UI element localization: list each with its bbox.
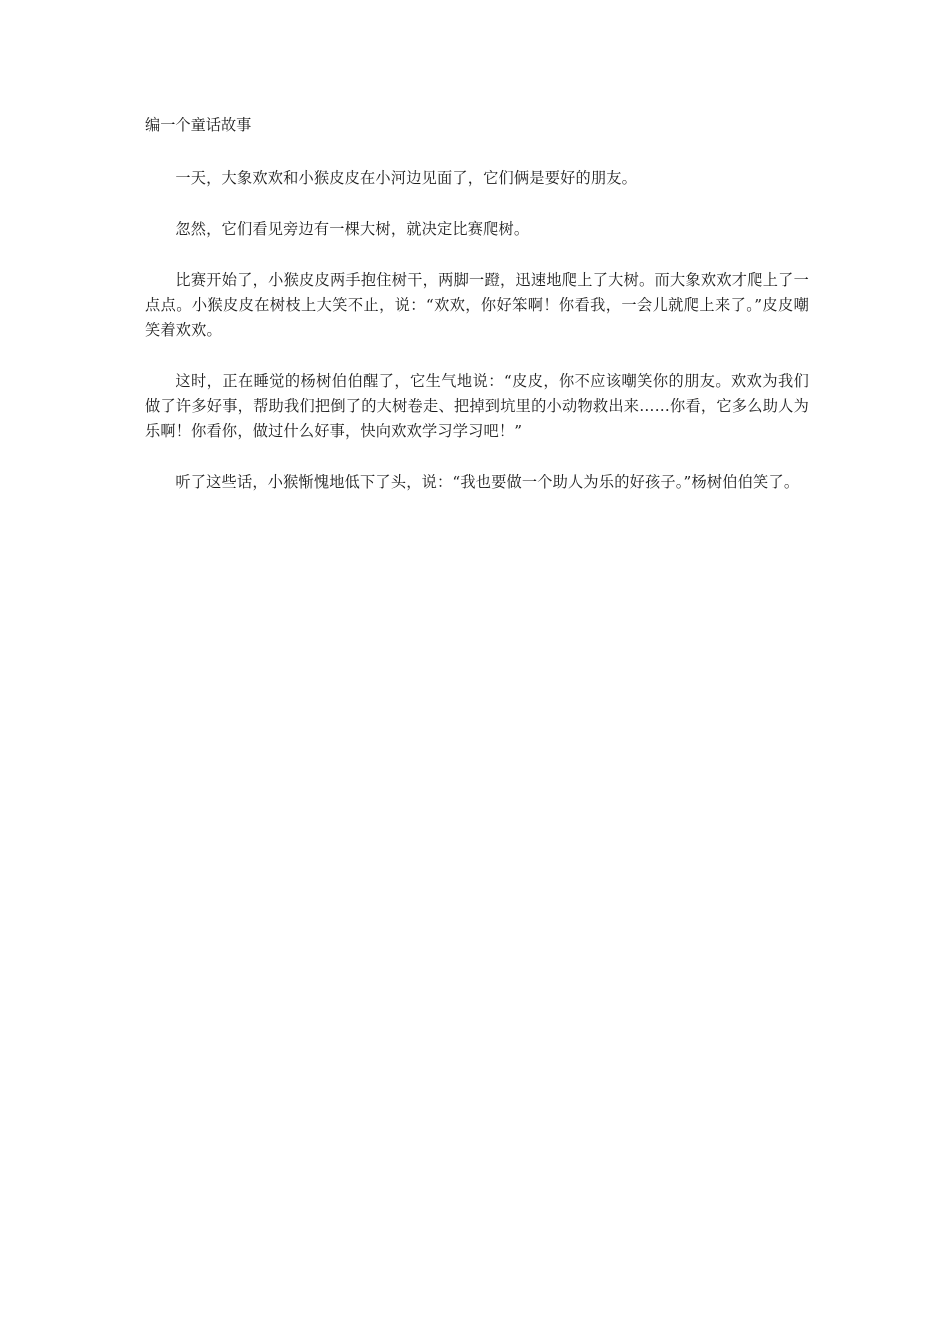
paragraph: 听了这些话，小猴惭愧地低下了头，说：“我也要做一个助人为乐的好孩子。”杨树伯伯笑了。	[175, 473, 800, 491]
paragraph: 这时，正在睡觉的杨树伯伯醒了，它生气地说：“皮皮，你不应该嘲笑你的朋友。欢欢为我们做了许多好事，帮助我们把倒了的大树卷走、把掉到坑里的小动物救出来……你看，它多么助人为乐啊！你看你，做过什么好事，快向欢欢学习学习吧！”	[145, 372, 809, 440]
paragraph: 忽然，它们看见旁边有一棵大树，就决定比赛爬树。	[175, 220, 530, 238]
paragraph: 比赛开始了，小猴皮皮两手抱住树干，两脚一蹬，迅速地爬上了大树。而大象欢欢才爬上了一点点。小猴皮皮在树枝上大笑不止，说：“欢欢，你好笨啊！你看我，一会儿就爬上来了。”皮皮嘲笑着欢欢。	[145, 271, 809, 339]
paragraph: 一天，大象欢欢和小猴皮皮在小河边见面了，它们俩是要好的朋友。	[175, 169, 638, 187]
document-body	[145, 113, 809, 521]
document-title: 编一个童话故事	[145, 116, 252, 134]
